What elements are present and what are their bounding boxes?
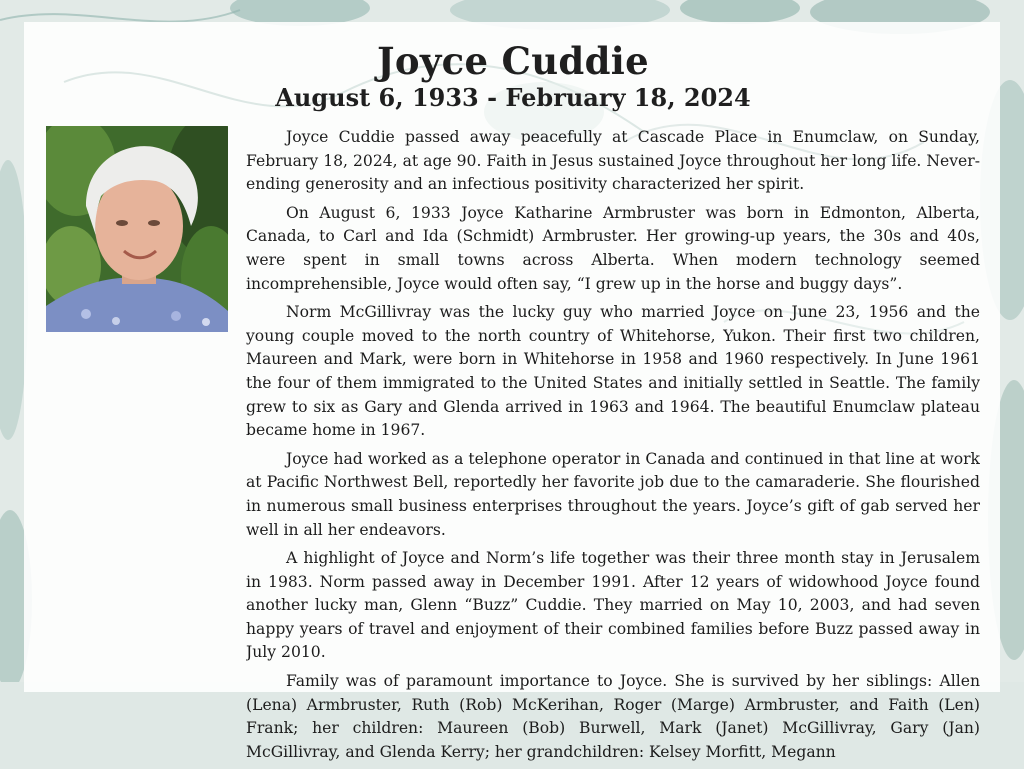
paragraph: Joyce had worked as a telephone operator in Canada and continued in that line at work at Pacific Northwest Bell, reportedly her favorite job due to the camaraderie. She flourished in numerous small business enterprises throughout the years. Joyce’s gift of gab served her well in all her endeavors.: [246, 449, 980, 539]
obituary-dates: August 6, 1933 - February 18, 2024: [275, 83, 751, 112]
paragraph: Norm McGillivray was the lucky guy who married Joyce on June 23, 1956 and the young couple moved to the north country of Whitehorse, Yukon. Their first two children, Maureen and Mark, were born in Whitehorse in 1958 and 1960 respectively. In June 1961 the four of them immigrated to the United States and initially settled in Seattle. The family grew to six as Gary and Glenda arrived in 1963 and 1964. The beautiful Enumclaw plateau became home in 1967.: [246, 303, 980, 440]
obituary-name: Joyce Cuddie: [377, 39, 649, 83]
paragraph: Family was of paramount importance to Joyce. She is survived by her siblings: Allen (Lena) Armbruster, Ruth (Rob) McKerihan, Roger (Marge) Armbruster, and Faith (Len) Frank; her children: Maureen (Bob) Burwell, Mark (Janet) McGillivray, Gary (Jan) McGillivray, and Glenda Kerry; her grandchildren: Kelsey Morfitt, Megann: [246, 672, 980, 761]
obituary-content: [46, 40, 980, 769]
paragraph: A highlight of Joyce and Norm’s life together was their three month stay in Jerusalem in 1983. Norm passed away in December 1991. After 12 years of widowhood Joyce found another lucky man, Glenn “Buzz” Cuddie. They married on May 10, 2003, and had seven happy years of travel and enjoyment of their combined families before Buzz passed away in July 2010.: [246, 549, 980, 662]
paragraph: On August 6, 1933 Joyce Katharine Armbruster was born in Edmonton, Alberta, Canada, to Carl and Ida (Schmidt) Armbruster. Her growing-up years, the 30s and 40s, were spent in small towns across Alberta. When modern technology seemed incomprehensible, Joyce would often say, “I grew up in the horse and buggy days”.: [246, 203, 980, 293]
paragraph: Joyce Cuddie passed away peacefully at Cascade Place in Enumclaw, on Sunday, February 18, 2024, at age 90. Faith in Jesus sustained Joyce throughout her long life. Never-ending generosity and an infectious positivity characterized her spirit.: [246, 128, 980, 194]
portrait-photo-icon: [46, 126, 228, 332]
obituary-body: [246, 126, 980, 769]
